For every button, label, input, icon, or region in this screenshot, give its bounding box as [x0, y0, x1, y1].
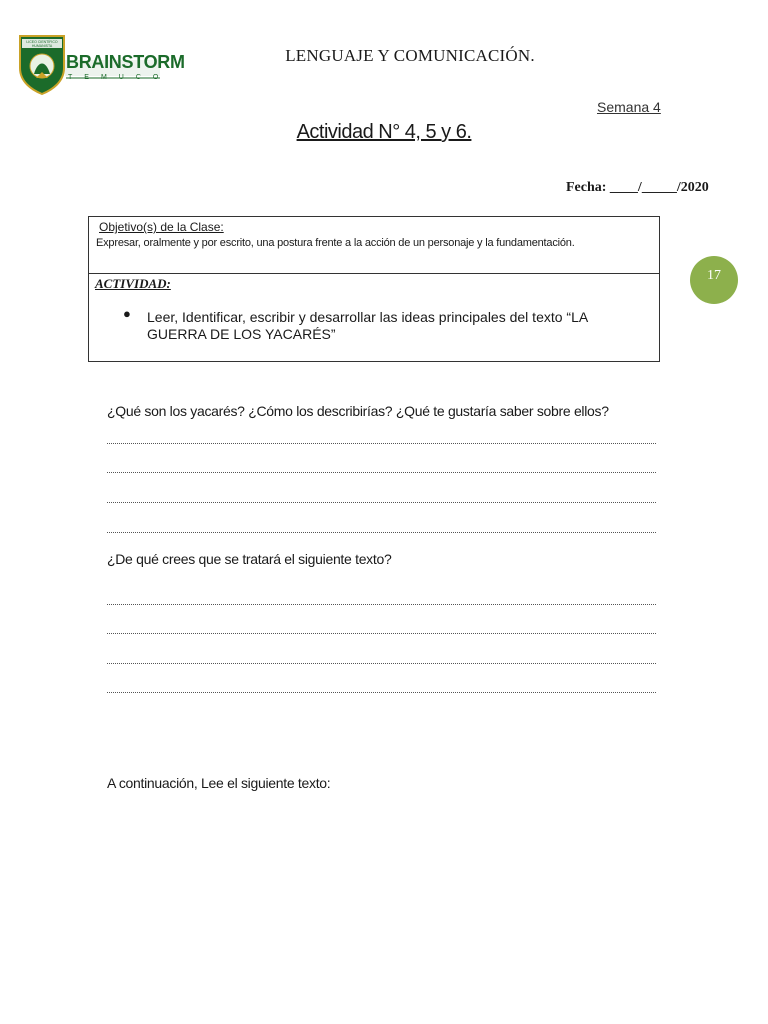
answer-line-1-2[interactable]	[107, 472, 656, 473]
week-label: Semana 4	[597, 99, 661, 115]
logo-brand-name: BRAINSTORM	[66, 52, 185, 72]
answer-line-2-3[interactable]	[107, 663, 656, 664]
date-field[interactable]: Fecha: ____/_____/2020	[566, 180, 709, 195]
subject-heading: LENGUAJE Y COMUNICACIÓN.	[285, 46, 535, 65]
logo-city: TEMUCO	[68, 74, 171, 81]
class-objective-box	[88, 216, 660, 362]
activity-label: ACTIVIDAD:	[95, 276, 171, 291]
answer-line-1-3[interactable]	[107, 502, 656, 503]
page-number-badge: 17	[690, 256, 738, 304]
reading-instruction: A continuación, Lee el siguiente texto:	[107, 775, 331, 791]
answer-line-1-4[interactable]	[107, 532, 656, 533]
question-1: ¿Qué son los yacarés? ¿Cómo los describirías? ¿Qué te gustaría saber sobre ellos?	[107, 403, 609, 419]
objective-label: Objetivo(s) de la Clase:	[99, 220, 224, 234]
answer-line-2-1[interactable]	[107, 604, 656, 605]
activity-item: Leer, Identificar, escribir y desarrollar las ideas principales del texto “LA GUERRA DE LOS YACARÉS”	[147, 309, 588, 342]
activity-title: Actividad N° 4, 5 y 6.	[296, 121, 472, 143]
bullet-icon: ●	[123, 306, 131, 321]
box-divider	[89, 273, 659, 274]
objective-text: Expresar, oralmente y por escrito, una postura frente a la acción de un personaje y la fundamentación.	[96, 237, 575, 249]
answer-line-2-2[interactable]	[107, 633, 656, 634]
answer-line-2-4[interactable]	[107, 692, 656, 693]
logo-banner: LICEO CIENTÍFICO HUMANISTA	[26, 40, 58, 48]
answer-line-1-1[interactable]	[107, 443, 656, 444]
question-2: ¿De qué crees que se tratará el siguiente texto?	[107, 551, 392, 567]
